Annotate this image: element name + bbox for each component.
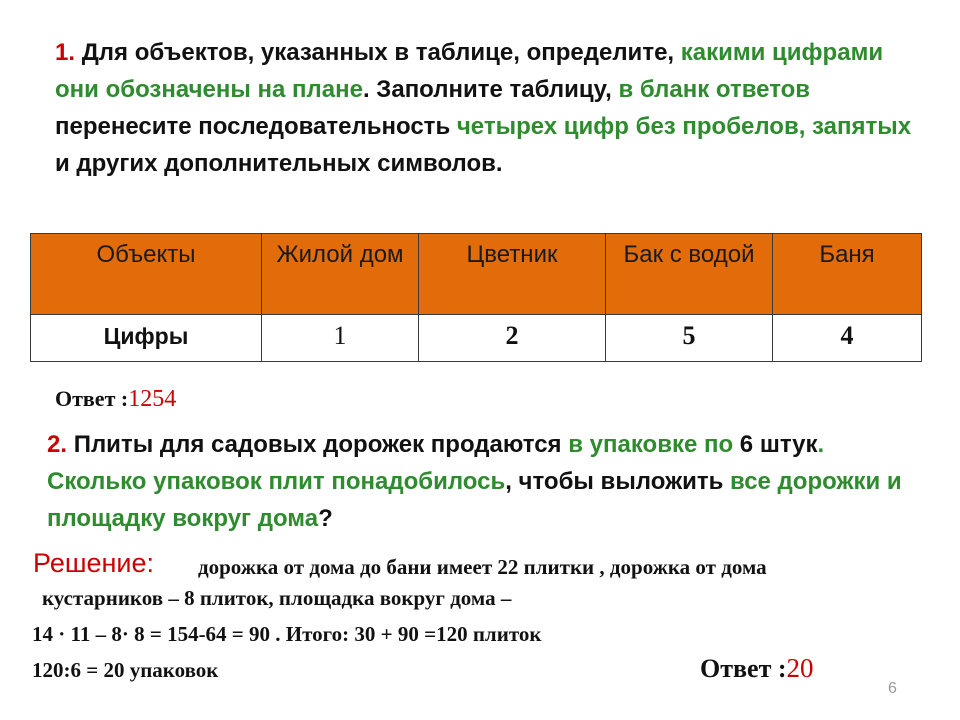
task1-seg-5: перенесите последовательность: [55, 113, 457, 140]
solution-line-4: 120:6 = 20 упаковок: [32, 658, 219, 682]
task2-seg-2: в упаковке по: [568, 431, 740, 458]
value-cell-3: 5: [606, 315, 773, 362]
value-cell-2: 2: [419, 315, 606, 362]
solution-line-3: 14 · 11 – 8· 8 = 154-64 = 90 . Итого: 30 + 90 =120 плиток: [32, 622, 542, 646]
header-cell-house: Жилой дом: [262, 234, 419, 315]
value-cell-4: 4: [773, 315, 922, 362]
task1-seg-1: Для объектов, указанных в таблице, определите,: [81, 39, 681, 66]
answer1-value: 1254: [128, 386, 177, 412]
task2-seg-5: , чтобы выложить: [505, 468, 731, 495]
answer-2: [700, 653, 814, 684]
task-1-text: [55, 34, 925, 182]
solution-line-1: дорожка от дома до бани имеет 22 плитки , дорожка от дома: [198, 555, 767, 579]
task2-seg-4: . Сколько упаковок плит понадобилось: [47, 431, 825, 495]
task2-seg-0: 2.: [47, 431, 74, 458]
answer1-label: Ответ :: [55, 386, 129, 411]
table-header-row: [31, 234, 922, 315]
solution-label: Решение:: [33, 548, 155, 578]
task1-seg-4: в бланк ответов: [618, 76, 811, 103]
task2-seg-6: все дорожки и площадку вокруг дома: [47, 468, 902, 532]
header-cell-water-tank: Бак с водой: [606, 234, 773, 315]
task2-seg-3: 6 штук: [739, 431, 818, 458]
header-cell-objects: Объекты: [31, 234, 262, 315]
value-cell-1: 1: [262, 315, 419, 362]
header-cell-bathhouse: Баня: [773, 234, 922, 315]
table-row: [31, 315, 922, 362]
task2-seg-7: ?: [318, 505, 333, 532]
answer2-value: 20: [786, 653, 814, 683]
header-cell-flowerbed: Цветник: [419, 234, 606, 315]
answer-1: [55, 386, 176, 413]
task1-seg-6: четырех цифр без пробелов, запятых: [456, 113, 912, 140]
task2-seg-1: Плиты для садовых дорожек продаются: [73, 431, 569, 458]
row-label-digits: Цифры: [31, 315, 262, 362]
task1-seg-7: и других дополнительных символов.: [55, 150, 503, 177]
task1-seg-0: 1.: [55, 39, 82, 66]
solution-line-2: кустарников – 8 плиток, площадка вокруг дома –: [42, 586, 512, 610]
objects-table: [30, 233, 922, 362]
task1-seg-2: какими цифрами они обозначены на плане: [55, 39, 884, 103]
page-number: 6: [888, 680, 897, 697]
task1-seg-3: . Заполните таблицу,: [362, 76, 619, 103]
task-2-text: [47, 426, 927, 537]
answer2-label: Ответ :: [700, 654, 787, 683]
